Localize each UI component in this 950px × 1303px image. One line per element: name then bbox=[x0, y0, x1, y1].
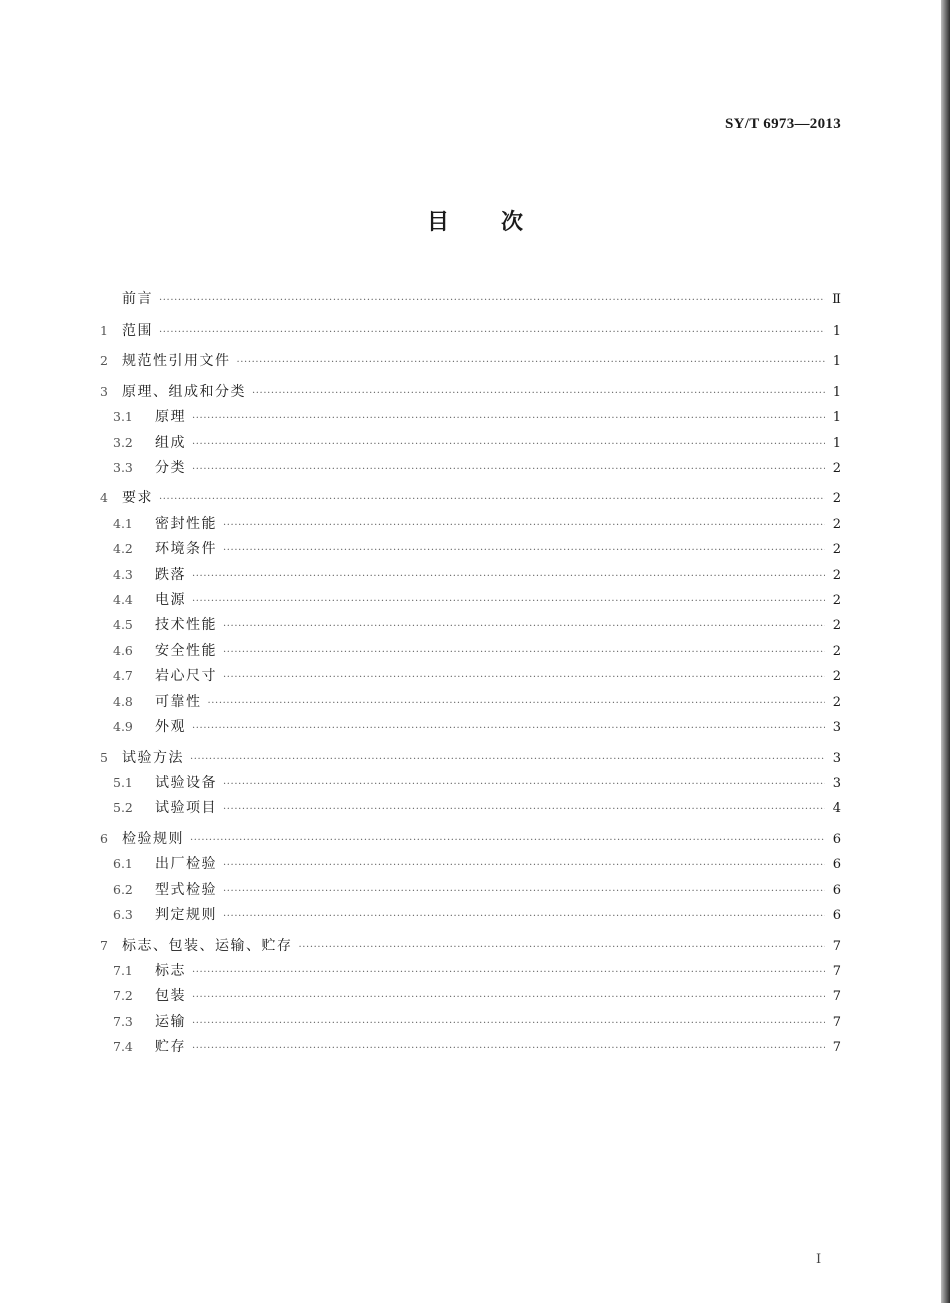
toc-entry-page: 6 bbox=[832, 831, 841, 847]
toc-entry-title: 运输 bbox=[155, 1013, 186, 1030]
table-of-contents bbox=[100, 287, 841, 1060]
toc-entry[interactable] bbox=[100, 348, 841, 373]
toc-entry-page: 7 bbox=[832, 1014, 841, 1030]
toc-entry-page: 2 bbox=[832, 542, 841, 558]
toc-entry-page: 2 bbox=[832, 643, 841, 659]
toc-entry-title: 包装 bbox=[155, 988, 186, 1005]
dot-leader bbox=[192, 406, 825, 431]
toc-entry-title: 分类 bbox=[155, 459, 186, 476]
toc-entry[interactable] bbox=[100, 933, 841, 958]
dot-leader bbox=[192, 457, 825, 482]
toc-entry-title: 前言 bbox=[122, 291, 153, 307]
dot-leader bbox=[223, 513, 825, 538]
dot-leader bbox=[159, 320, 825, 345]
toc-entry-title: 安全性能 bbox=[155, 642, 217, 659]
dot-leader bbox=[223, 853, 825, 878]
dot-leader bbox=[192, 716, 825, 741]
toc-entry-page: 1 bbox=[832, 354, 841, 370]
toc-entry-title: 贮存 bbox=[155, 1039, 186, 1056]
toc-entry-page: 2 bbox=[832, 491, 841, 507]
toc-entry-title: 环境条件 bbox=[155, 541, 217, 558]
toc-entry-page: 3 bbox=[832, 750, 841, 766]
toc-entry-page: 2 bbox=[832, 460, 841, 476]
dot-leader bbox=[299, 935, 826, 960]
toc-entry-title: 型式检验 bbox=[155, 881, 217, 898]
toc-entry[interactable] bbox=[100, 404, 841, 429]
toc-entry-title: 试验方法 bbox=[122, 749, 184, 766]
toc-entry-number: 2 bbox=[100, 353, 108, 369]
dot-leader bbox=[192, 564, 825, 589]
toc-entry-number: 3 bbox=[100, 383, 108, 399]
toc-entry-title: 试验设备 bbox=[155, 774, 217, 791]
toc-entry-number: 6 bbox=[100, 830, 108, 846]
dot-leader bbox=[223, 797, 825, 822]
toc-entry[interactable] bbox=[100, 455, 841, 480]
dot-leader bbox=[223, 614, 825, 639]
toc-entry-number: 5.2 bbox=[113, 800, 133, 816]
toc-entry-number: 7.2 bbox=[113, 988, 133, 1004]
dot-leader bbox=[192, 589, 825, 614]
dot-leader bbox=[192, 1036, 825, 1061]
toc-entry[interactable] bbox=[100, 826, 841, 851]
toc-entry-page: 6 bbox=[832, 857, 841, 873]
toc-entry-page: 3 bbox=[832, 775, 841, 791]
toc-entry-title: 跌落 bbox=[155, 566, 186, 583]
toc-entry-title: 组成 bbox=[155, 434, 186, 451]
toc-entry-title: 要求 bbox=[122, 490, 153, 507]
toc-entry-title: 试验项目 bbox=[155, 800, 217, 817]
toc-entry-page: 2 bbox=[832, 516, 841, 532]
dot-leader bbox=[159, 487, 825, 512]
toc-entry-page: Ⅱ bbox=[832, 292, 841, 307]
toc-entry-number: 7.4 bbox=[113, 1039, 133, 1055]
dot-leader bbox=[159, 288, 825, 313]
toc-entry[interactable] bbox=[100, 638, 841, 663]
toc-entry-number: 4.4 bbox=[113, 592, 133, 608]
toc-entry-number: 5.1 bbox=[113, 774, 133, 790]
toc-entry-page: 7 bbox=[832, 989, 841, 1005]
toc-entry[interactable] bbox=[100, 612, 841, 637]
toc-entry-number: 1 bbox=[100, 322, 108, 338]
toc-entry-page: 2 bbox=[832, 694, 841, 710]
toc-entry[interactable] bbox=[100, 318, 841, 343]
toc-entry-page: 3 bbox=[832, 720, 841, 735]
toc-entry[interactable] bbox=[100, 562, 841, 587]
toc-entry[interactable] bbox=[100, 1034, 841, 1059]
toc-entry-number: 6.3 bbox=[113, 907, 133, 923]
toc-entry-number: 4.6 bbox=[113, 642, 133, 658]
toc-entry-title: 可靠性 bbox=[155, 693, 202, 710]
toc-entry-page: 2 bbox=[832, 618, 841, 634]
toc-entry-title: 电源 bbox=[155, 592, 186, 609]
dot-leader bbox=[223, 772, 825, 797]
toc-entry-number: 6.2 bbox=[113, 881, 133, 897]
toc-entry-page: 4 bbox=[832, 801, 841, 817]
toc-entry-title: 范围 bbox=[122, 322, 153, 339]
toc-entry-number: 3.1 bbox=[113, 409, 133, 425]
toc-entry-title: 检验规则 bbox=[122, 830, 184, 847]
toc-entry-number: 7.3 bbox=[113, 1013, 133, 1029]
dot-leader bbox=[190, 747, 825, 772]
toc-entry[interactable] bbox=[100, 587, 841, 612]
dot-leader bbox=[237, 350, 826, 375]
toc-entry-title: 规范性引用文件 bbox=[122, 353, 231, 370]
toc-entry[interactable] bbox=[100, 1009, 841, 1034]
toc-entry-title: 标志 bbox=[155, 963, 186, 980]
toc-entry[interactable] bbox=[100, 851, 841, 876]
toc-entry-page: 7 bbox=[832, 1040, 841, 1056]
toc-entry[interactable] bbox=[100, 379, 841, 404]
toc-entry-number: 3.2 bbox=[113, 434, 133, 450]
toc-entry[interactable] bbox=[100, 430, 841, 455]
toc-entry-title: 出厂检验 bbox=[155, 856, 217, 873]
dot-leader bbox=[208, 691, 826, 716]
toc-entry[interactable] bbox=[100, 770, 841, 795]
toc-entry-number: 5 bbox=[100, 749, 108, 765]
toc-entry-title: 标志、包装、运输、贮存 bbox=[122, 937, 293, 954]
dot-leader bbox=[252, 381, 825, 406]
toc-entry[interactable] bbox=[100, 511, 841, 536]
dot-leader bbox=[223, 904, 825, 929]
toc-entry-page: 1 bbox=[832, 435, 841, 451]
toc-entry-page: 6 bbox=[832, 882, 841, 898]
toc-entry[interactable] bbox=[100, 485, 841, 510]
toc-entry-title: 判定规则 bbox=[155, 907, 217, 924]
toc-entry-page: 1 bbox=[832, 384, 841, 400]
toc-entry-page: 7 bbox=[832, 938, 841, 954]
toc-entry[interactable] bbox=[100, 983, 841, 1008]
toc-entry[interactable] bbox=[100, 689, 841, 714]
toc-entry-number: 4.1 bbox=[113, 515, 133, 531]
toc-entry-number: 6.1 bbox=[113, 856, 133, 872]
toc-entry[interactable] bbox=[100, 536, 841, 561]
toc-entry-number: 4.5 bbox=[113, 617, 133, 633]
dot-leader bbox=[223, 640, 825, 665]
standard-number: SY/T 6973—2013 bbox=[724, 116, 841, 132]
dot-leader bbox=[190, 828, 825, 853]
dot-leader bbox=[192, 432, 825, 457]
page-title: 目次 bbox=[426, 210, 575, 235]
toc-entry-page: 2 bbox=[832, 567, 841, 583]
toc-entry[interactable] bbox=[100, 287, 841, 312]
toc-entry-title: 原理、组成和分类 bbox=[122, 383, 246, 400]
toc-entry-page: 1 bbox=[832, 410, 841, 426]
toc-entry-title: 密封性能 bbox=[155, 515, 217, 532]
page-number: Ⅰ bbox=[816, 1252, 822, 1267]
toc-entry[interactable] bbox=[100, 663, 841, 688]
dot-leader bbox=[223, 538, 825, 563]
toc-entry-page: 7 bbox=[832, 964, 841, 980]
toc-entry[interactable] bbox=[100, 902, 841, 927]
dot-leader bbox=[223, 665, 825, 690]
toc-entry-number: 4 bbox=[100, 490, 108, 506]
dot-leader bbox=[192, 960, 825, 985]
toc-entry[interactable] bbox=[100, 958, 841, 983]
toc-entry[interactable] bbox=[100, 714, 841, 739]
toc-entry-page: 6 bbox=[832, 908, 841, 924]
toc-entry-title: 技术性能 bbox=[155, 617, 217, 634]
scan-page-edge bbox=[941, 0, 950, 1303]
toc-entry[interactable] bbox=[100, 877, 841, 902]
toc-entry-number: 4.9 bbox=[113, 719, 133, 734]
toc-entry-title: 外观 bbox=[155, 719, 186, 735]
toc-entry-number: 7 bbox=[100, 937, 108, 953]
toc-entry-number: 4.8 bbox=[113, 693, 133, 709]
toc-entry[interactable] bbox=[100, 745, 841, 770]
dot-leader bbox=[192, 985, 825, 1010]
toc-entry[interactable] bbox=[100, 795, 841, 820]
toc-entry-title: 原理 bbox=[155, 409, 186, 426]
dot-leader bbox=[192, 1011, 825, 1036]
dot-leader bbox=[223, 879, 825, 904]
toc-entry-title: 岩心尺寸 bbox=[155, 668, 217, 685]
toc-entry-page: 1 bbox=[832, 323, 841, 339]
toc-entry-number: 4.3 bbox=[113, 566, 133, 582]
toc-entry-page: 2 bbox=[832, 593, 841, 609]
toc-entry-number: 4.7 bbox=[113, 668, 133, 684]
toc-entry-page: 2 bbox=[832, 669, 841, 685]
toc-entry-number: 7.1 bbox=[113, 963, 133, 979]
toc-entry-number: 4.2 bbox=[113, 541, 133, 557]
toc-entry-number: 3.3 bbox=[113, 459, 133, 475]
